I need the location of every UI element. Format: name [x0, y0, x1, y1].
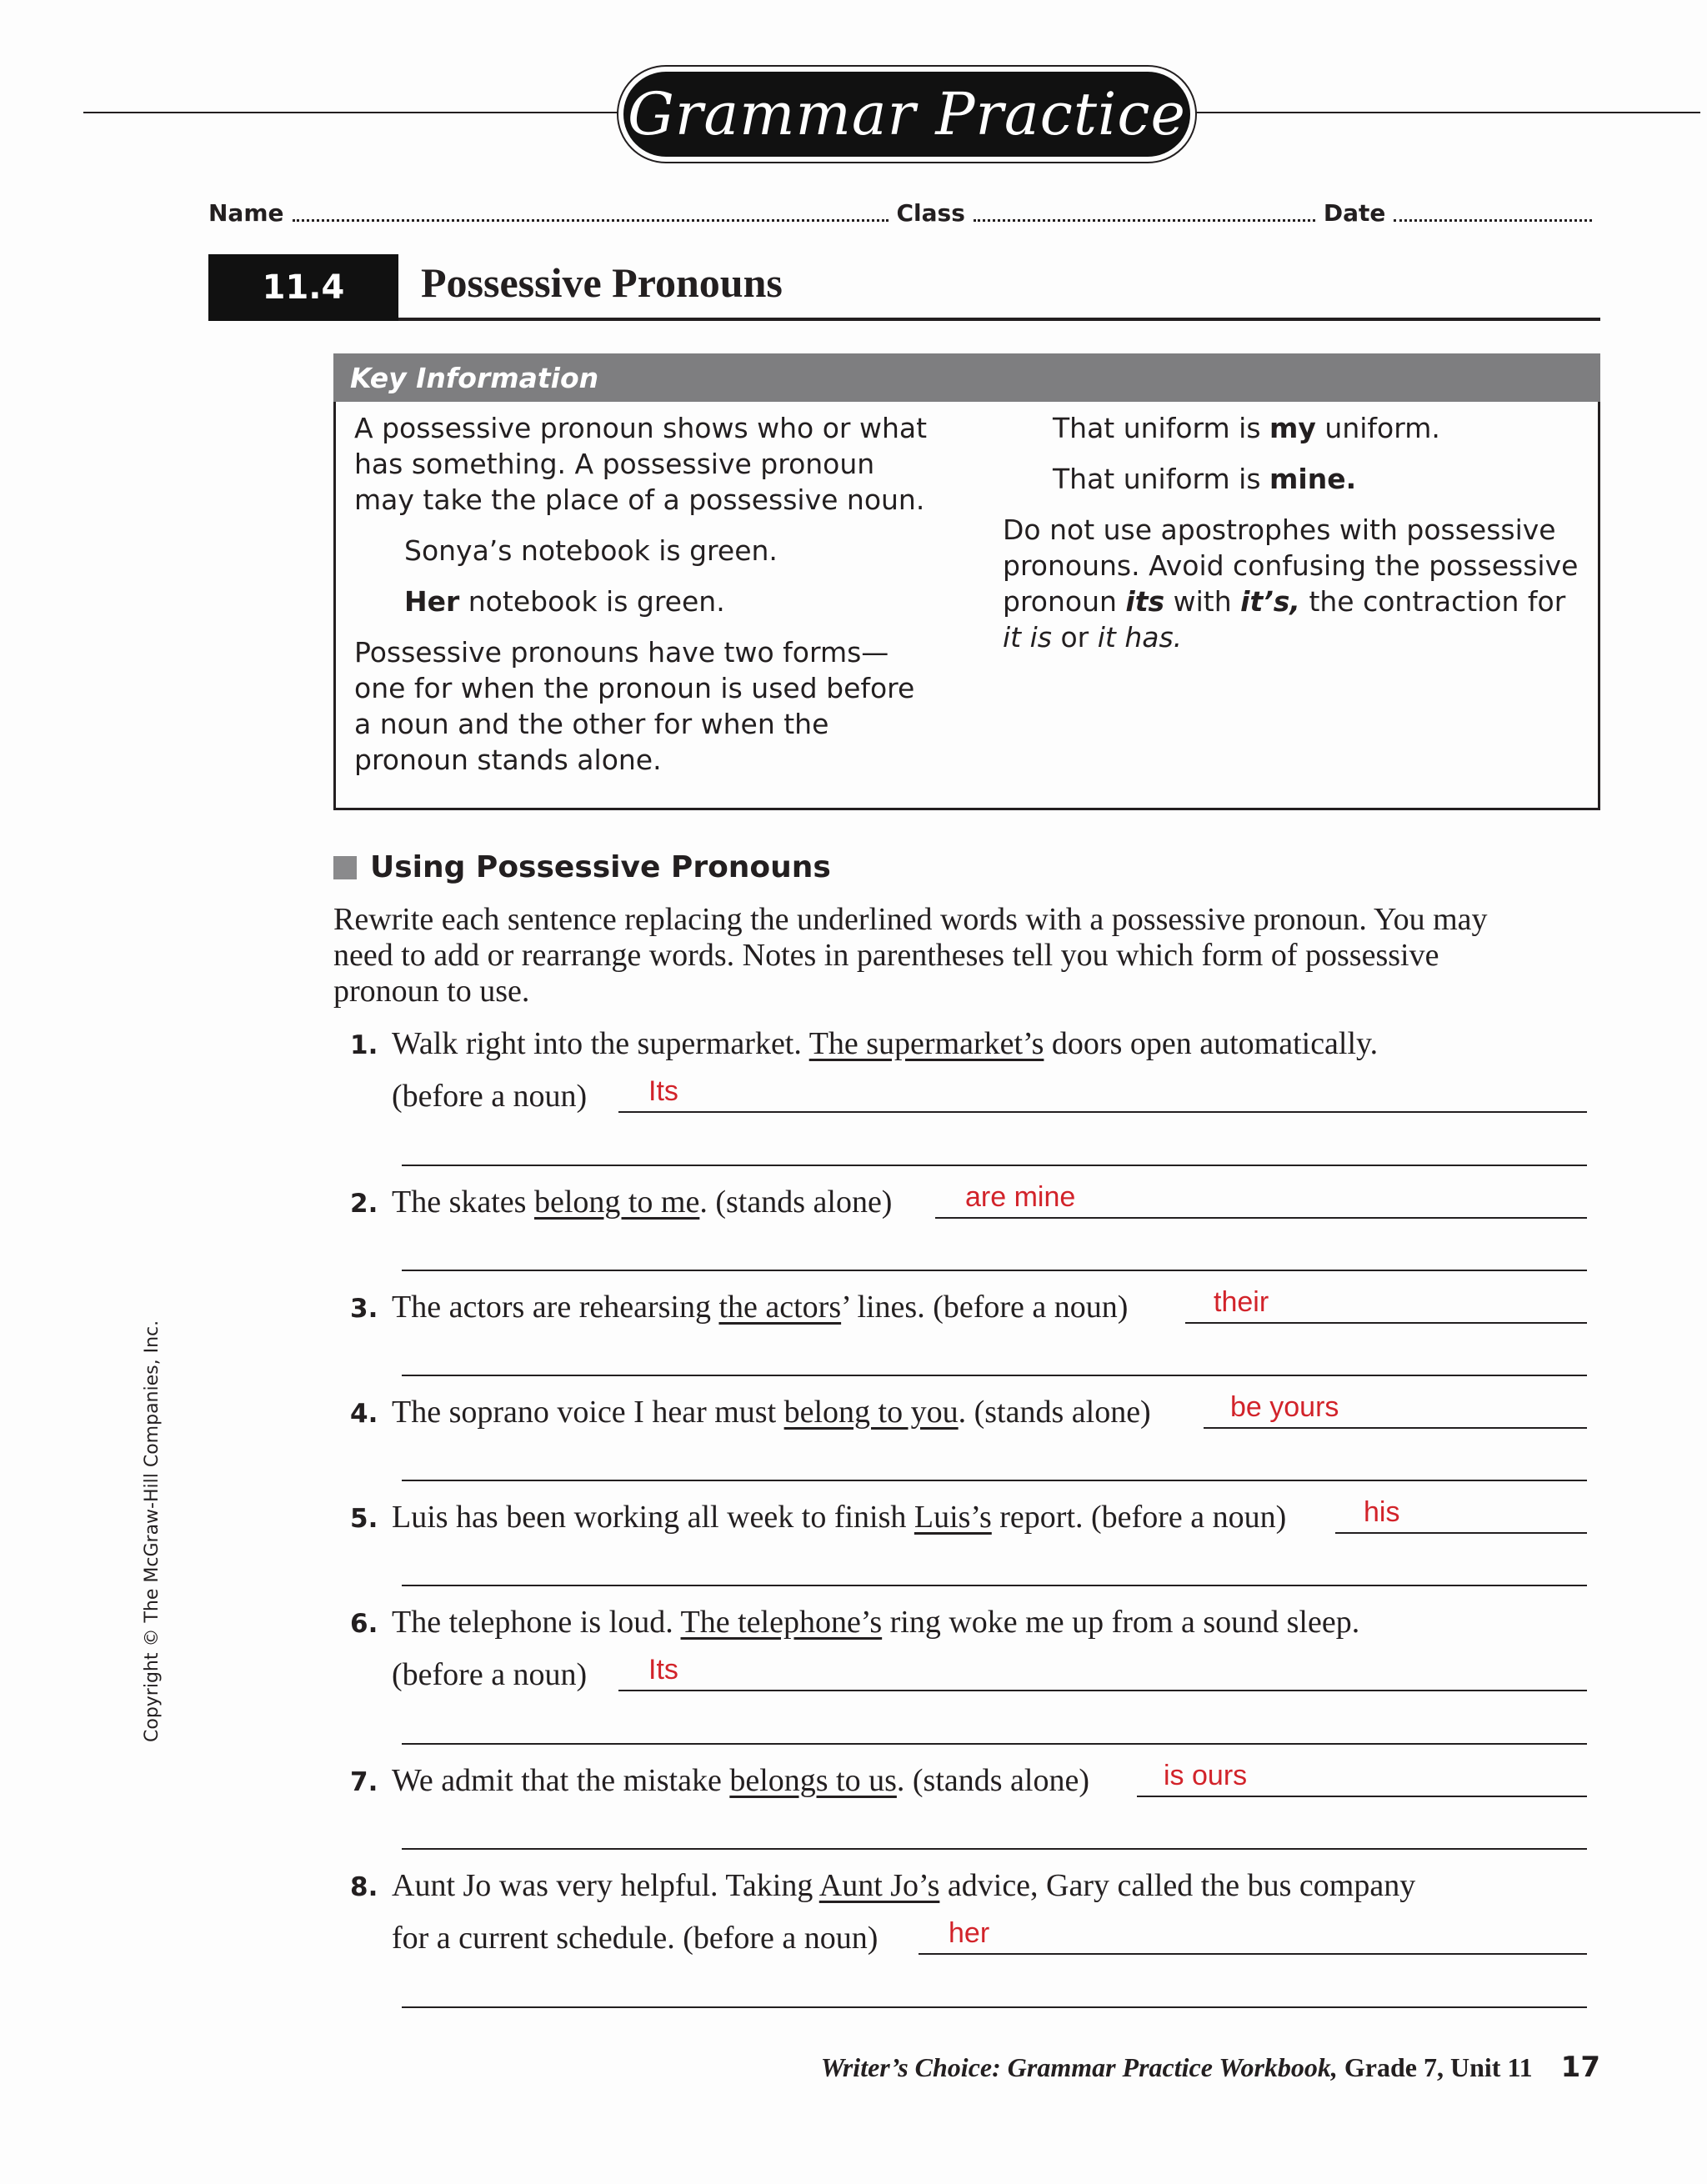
item-note: for a current schedule. (before a noun) [392, 1921, 879, 1956]
section-number: 11.4 [208, 254, 398, 321]
key-info-para-3: Do not use apostrophes with possessive pronouns. Avoid confusing the possessive pronoun its with it’s, the contraction for it is or it has. [1003, 513, 1579, 654]
page-title: Grammar Practice [623, 72, 1190, 157]
name-label: Name [208, 199, 284, 227]
answer-line[interactable] [402, 1165, 1587, 1166]
page-footer [821, 2051, 1600, 2084]
answer-line[interactable] [402, 2006, 1587, 2008]
item-note: (before a noun) [392, 1657, 588, 1692]
answer-line[interactable] [402, 1480, 1587, 1481]
answer-line[interactable] [402, 1743, 1587, 1745]
answer-text: his [1364, 1496, 1400, 1528]
list-item: 7. We admit that the mistake belongs to us. (stands alone) [350, 1763, 1089, 1798]
answer-text: Its [648, 1654, 678, 1686]
list-item: 2. The skates belong to me. (stands alone) [350, 1185, 893, 1220]
answer-line[interactable] [1335, 1532, 1587, 1534]
list-item: 1. Walk right into the supermarket. The supermarket’s doors open automatically. [350, 1026, 1379, 1061]
key-info-para-2: Possessive pronouns have two forms—one for when the pronoun is used before a noun and the other for when the pronoun stands alone. [354, 636, 915, 776]
page-number: 17 [1560, 2051, 1600, 2084]
answer-line[interactable] [618, 1690, 1587, 1691]
item-note: (before a noun) [392, 1079, 588, 1114]
answer-line[interactable] [618, 1111, 1587, 1113]
example-4: That uniform is mine. [1053, 463, 1357, 495]
answer-text: her [949, 1917, 990, 1949]
list-item: 5. Luis has been working all week to finish Luis’s report. (before a noun) [350, 1500, 1287, 1535]
section-title: Possessive Pronouns [421, 259, 783, 306]
copyright-notice: Copyright © The McGraw-Hill Companies, Inc. [142, 1320, 163, 1742]
class-label: Class [896, 199, 965, 227]
section-rule [398, 318, 1600, 321]
name-class-date-row [208, 193, 1600, 227]
answer-line[interactable] [402, 1848, 1587, 1850]
list-item: 4. The soprano voice I hear must belong to you. (stands alone) [350, 1395, 1151, 1430]
answer-line[interactable] [402, 1375, 1587, 1376]
book-title: Writer’s Choice: Grammar Practice Workbook, [820, 2052, 1338, 2082]
example-2: Her notebook is green. [404, 585, 725, 618]
date-field[interactable] [1394, 219, 1592, 222]
grade-unit: Grade 7, Unit 11 [1337, 2052, 1533, 2082]
key-info-right [1003, 410, 1586, 655]
key-info-para-1: A possessive pronoun shows who or what has something. A possessive pronoun may take the place of a possessive noun. [354, 412, 928, 516]
exercise-heading: Using Possessive Pronouns [333, 850, 831, 884]
square-bullet-icon [333, 856, 357, 879]
answer-line[interactable] [1185, 1322, 1587, 1324]
example-3: That uniform is my uniform. [1053, 412, 1440, 444]
answer-text: Its [648, 1075, 678, 1107]
example-1: Sonya’s notebook is green. [404, 534, 778, 567]
answer-line[interactable] [935, 1217, 1587, 1219]
answer-line[interactable] [1204, 1427, 1587, 1429]
list-item: 8. Aunt Jo was very helpful. Taking Aunt Jo’s advice, Gary called the bus company [350, 1868, 1416, 1903]
key-info-left [354, 410, 938, 778]
date-label: Date [1323, 199, 1386, 227]
answer-line[interactable] [402, 1270, 1587, 1271]
list-item: 6. The telephone is loud. The telephone’s ring woke me up from a sound sleep. [350, 1605, 1360, 1640]
answer-line[interactable] [919, 1953, 1587, 1955]
key-info-box [333, 402, 1600, 810]
list-item: 3. The actors are rehearsing the actors’ lines. (before a noun) [350, 1290, 1129, 1325]
class-field[interactable] [974, 219, 1315, 222]
answer-text: be yours [1230, 1391, 1339, 1423]
exercise-instructions: Rewrite each sentence replacing the underlined words with a possessive pronoun. You may need to add or rearrange words. Notes in parentheses tell you which form of possessive pronoun to use. [333, 902, 1488, 1009]
answer-text: is ours [1164, 1760, 1248, 1791]
key-info-heading: Key Information [333, 353, 1600, 402]
answer-text: their [1214, 1286, 1269, 1318]
answer-line[interactable] [402, 1585, 1587, 1586]
answer-text: are mine [965, 1181, 1076, 1213]
answer-line[interactable] [1137, 1796, 1587, 1797]
name-field[interactable] [293, 219, 889, 222]
